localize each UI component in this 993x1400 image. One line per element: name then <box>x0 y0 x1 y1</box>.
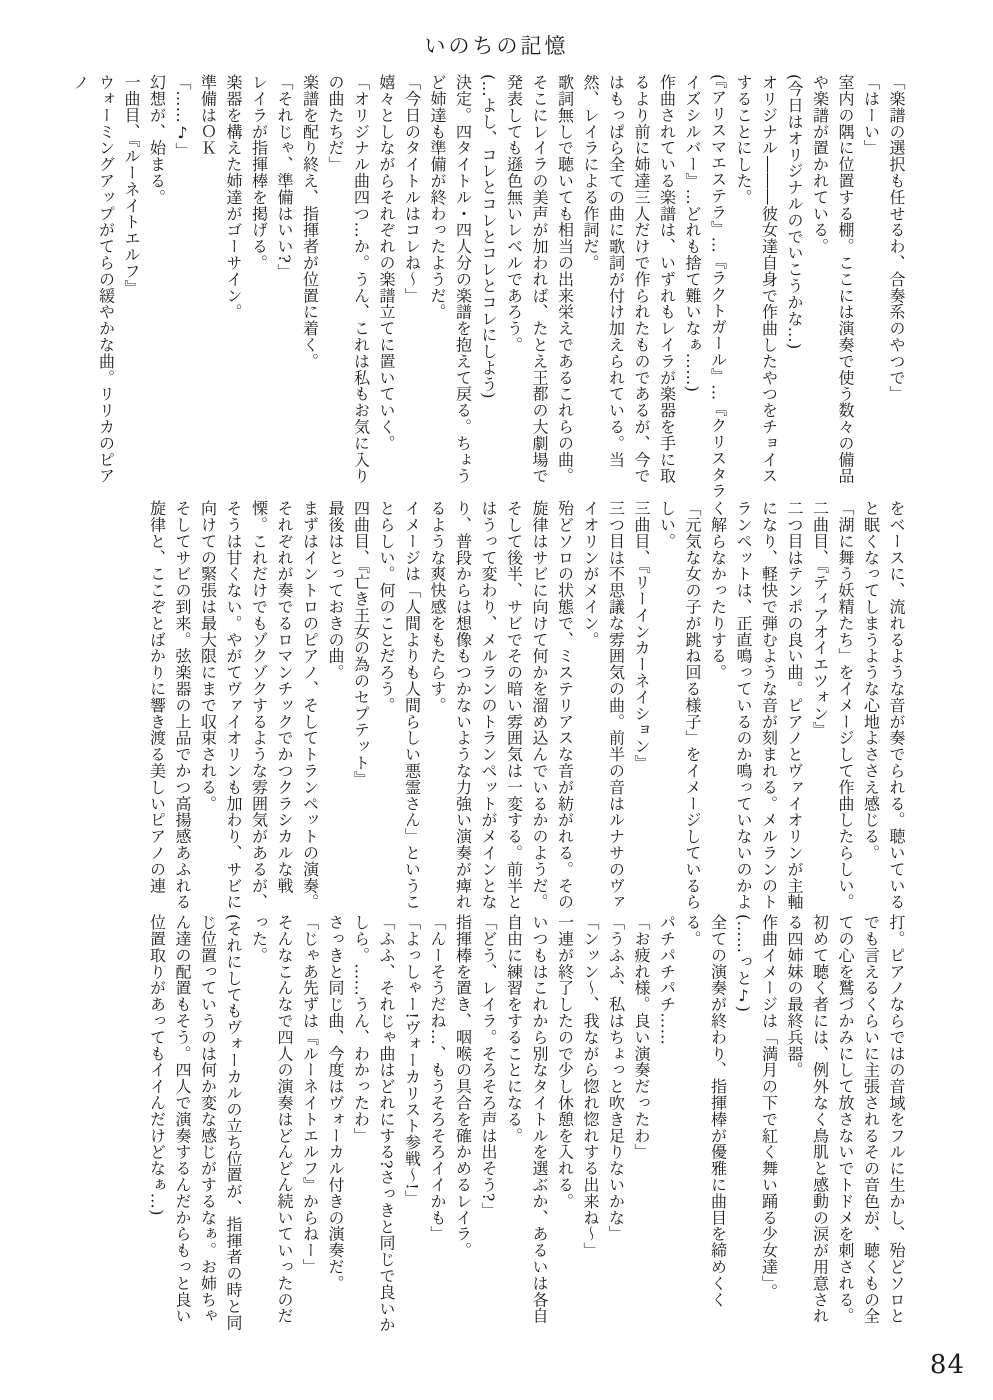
paragraph: 「楽譜の選択も任せるわ、合奏系のやつで」 <box>887 74 906 402</box>
paragraph: (それにしてもヴォーカルの立ち位置が、指揮者の時と同じ位置っていうのは何か変な感じがするなぁ。お姉ちゃん達の配置もそう。四人で演奏するんだからもっと良い位置取りがあってもイイんだけどなぁ…) <box>147 914 243 1331</box>
paragraph: 幻想が、始まる。 <box>147 74 167 206</box>
paragraph: 二曲目、『ティアオイエツォン』 <box>810 500 830 738</box>
paragraph: 作曲されている楽譜は、いずれもレイラが楽器を手に取るより前に姉達三人だけで作られたものであるが、今ではもっぱら全ての曲に歌詞が付け加えられている。当然、レイラによる作詞だ。 <box>581 74 677 484</box>
paragraph: 「今日のタイトルはコレね〜」 <box>402 74 422 304</box>
paragraph: (…よし、コレとコレとコレとコレにしよう) <box>479 74 498 399</box>
paragraph: 一連が終了したので少し休憩を入れる。 <box>555 914 575 1210</box>
paragraph: イメージは「人間よりも人間らしい悪霊さん」ということらしい。何のことだろう。 <box>377 500 422 910</box>
paragraph: 決定。四タイトル・四人分の楽譜を抱えて戻る。ちょうど姉達も準備が終わったようだ。 <box>428 74 473 484</box>
paragraph: 「どう、レイラ。そろそろ声は出そう?」 <box>479 914 498 1219</box>
paragraph: 「ふふ、それじゃ曲はどれにする?さっきと同じで良いかしら。……うん、わかったわ」 <box>351 914 396 1333</box>
paragraph: 三つ目は不思議な雰囲気の曲。前半の音はルナサのヴァイオリンがメイン。 <box>581 500 626 910</box>
paragraph: (『アリスマエステラ』…『ラクトガール』…『クリスタライズシルバー』…どれも捨て難いなぁ……) <box>683 74 728 500</box>
paragraph: そしてサビの到来。弦楽器の上品でかつ高揚感あふれる旋律と、ここぞとばかりに響き渡る美しいピアノの連 <box>147 500 192 910</box>
paragraph: 打。ピアノならではの音域をフルに生かし、殆どソロとでも言えるくらいに主張されるその音色が、聴くもの全ての心を鷲づかみにして放さないでトドメを刺される。 <box>836 914 906 1324</box>
paragraph: 準備はＯＫ <box>198 74 218 156</box>
paragraph: 楽譜を配り終え、指揮者が位置に着く。 <box>300 74 320 370</box>
paragraph: 楽器を構えた姉達がゴーサイン。 <box>224 74 243 320</box>
paragraph: 「湖に舞う妖精たち」をイメージして作曲したらしい。 <box>836 500 855 910</box>
paragraph: 「それじゃ、準備はいい?」 <box>275 74 294 280</box>
paragraph: 嬉々としながらそれぞれの楽譜立てに置いていく。 <box>377 74 396 452</box>
text-band-2 <box>81 500 909 926</box>
paragraph: 「元気な女の子が跳ね回る様子」をイメージしているらしい。 <box>657 500 702 910</box>
paragraph: 殆どソロの状態で、ミステリアスな音が紡がれる。その旋律はサビに向けて何かを溜め込んでいるかのようだ。そして後半、サビでその暗い雰囲気は一変する。前半とはうって変わり、メルランのトランペットがメインとなり、普段からは想像もつかないような力強い演奏が痺れるような爽快感をもたらす。 <box>428 500 575 910</box>
paragraph: そんなこんなで四人の演奏はどんどん続いていったのだった。 <box>249 914 294 1324</box>
paragraph: (今日はオリジナルのでいこうかな…) <box>785 74 804 350</box>
page-title: いのちの記憶 <box>424 34 569 58</box>
paragraph: 「よっしゃー!ヴォーカリスト参戦〜!」 <box>402 914 422 1207</box>
page-number: 84 <box>929 1350 965 1380</box>
paragraph: 「うふふ、私はちょっと吹き足りないかな」 <box>606 914 626 1242</box>
paragraph: 最後はとっておきの曲。 <box>326 500 345 681</box>
paragraph: 指揮棒を置き、咽喉の具合を確かめるレイラ。 <box>453 914 473 1259</box>
paragraph: 「……♪」 <box>173 74 192 159</box>
paragraph: 作曲イメージは「満月の下で紅く舞い踊る少女達」。 <box>759 914 779 1300</box>
paragraph: 室内の隅に位置する棚。ここには演奏で使う数々の備品や楽譜が置かれている。 <box>810 74 855 484</box>
text-band-3 <box>81 914 909 1340</box>
paragraph: 三曲目、『リーインカーネイション』 <box>632 500 651 771</box>
paragraph: をベースに、流れるような音が奏でられる。聴いていると眠くなってしまうような心地よささえ感じる。 <box>861 500 906 910</box>
paragraph: さっきと同じ曲、今度はヴォーカル付きの演奏だ。 <box>326 914 345 1292</box>
paragraph: いつもはこれから別なタイトルを選ぶか、あるいは各自自由に練習をすることになる。 <box>504 914 549 1324</box>
paragraph: 「ンッン〜、我ながら惚れ惚れする出来ね〜」 <box>581 914 600 1259</box>
paragraph: 二つ目はテンポの良い曲。ピアノとヴァイオリンが主軸になり、軽快で弾むような音が刻まれる。メルランのトランペットは、正直鳴っているのか鳴っていないのかよく解らなかったりする。 <box>708 500 804 910</box>
paragraph: 「んーそうだね…、もうそろそろイイかも」 <box>428 914 447 1242</box>
paragraph: 四曲目、『亡き王女の為のセプテット』 <box>351 500 371 788</box>
paragraph: 全ての演奏が終わり、指揮棒が優雅に曲目を締めくくる。 <box>683 914 728 1308</box>
paragraph: 「じゃあ先ずは『ルーネイトエルフ』からねー」 <box>300 914 320 1275</box>
paragraph: オリジナル―――彼女達自身で作曲したやつをチョイスすることにした。 <box>734 74 779 484</box>
paragraph: 一曲目、『ルーネイトエルフ』 <box>122 74 141 296</box>
paragraph: 「はーい」 <box>861 74 881 156</box>
paragraph: ウォーミングアップがてらの緩やかな曲。リリカのピアノ <box>71 74 116 484</box>
paragraph: (……っと♪) <box>734 914 753 1013</box>
text-band-1 <box>71 74 909 500</box>
paragraph: 「オリジナル曲四つ…か。うん、これは私もお気に入りの曲たちだ」 <box>326 74 371 484</box>
paragraph: まずはイントロのピアノ、そしてトランペットの演奏。それぞれが奏でるロマンチックでかつクラシカルな戦慄。これだけでもゾクゾクするような雰囲気があるが、そうは甘くない。やがてヴァイオリンも加わり、サビに向けての緊張は最大限にまで収束される。 <box>198 500 320 910</box>
paragraph: パチパチパチ…… <box>657 914 677 1046</box>
paragraph: 初めて聴く者には、例外なく鳥肌と感動の涙が用意される四姉妹の最終兵器。 <box>785 914 830 1324</box>
paragraph: 歌詞無しで聴いても相当の出来栄えであるこれらの曲。そこにレイラの美声が加われば、たとえ王都の大劇場で発表しても遜色無いレベルであろう。 <box>504 74 575 484</box>
paragraph: レイラが指揮棒を掲げる。 <box>249 74 269 271</box>
paragraph: 「お疲れ様。良い演奏だったわ」 <box>632 914 651 1160</box>
